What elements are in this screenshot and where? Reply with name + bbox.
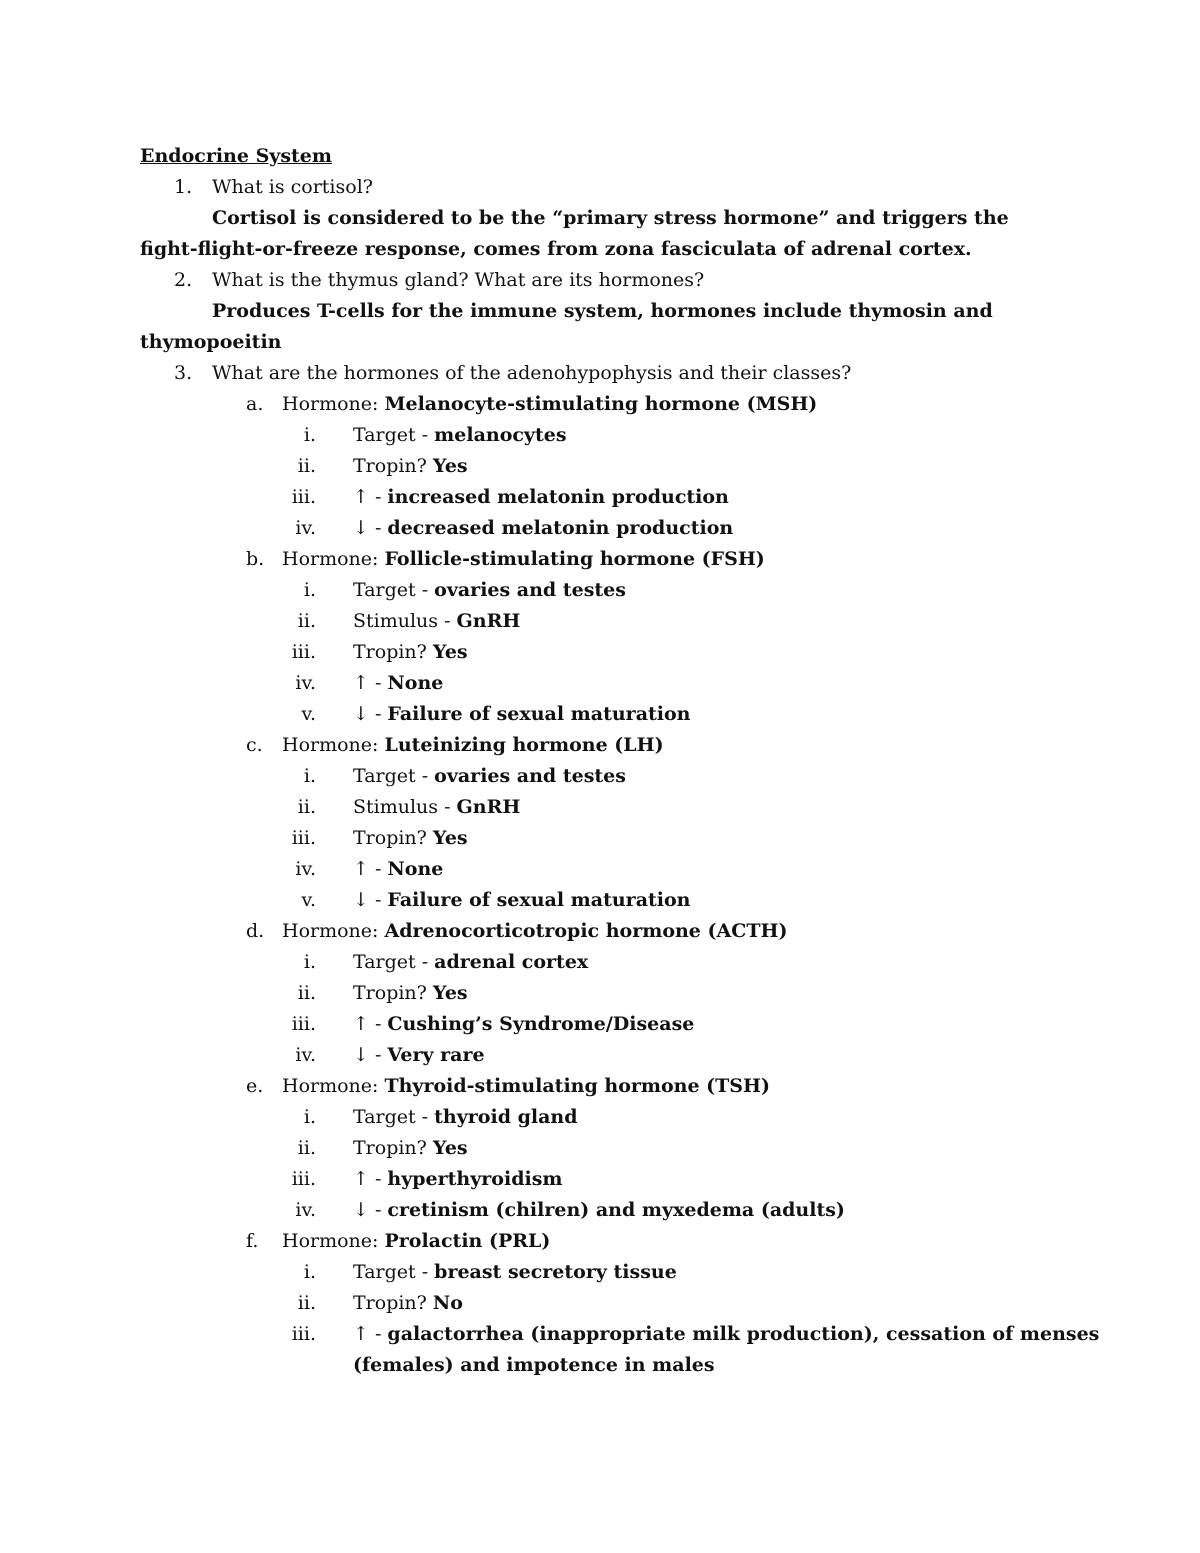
hormone-f-label: f. xyxy=(246,1230,259,1252)
hormone-b-target: Target - ovaries and testes xyxy=(353,579,626,601)
q2-number: 2. xyxy=(174,269,193,291)
hormone-b-stimulus: Stimulus - GnRH xyxy=(353,610,521,632)
q2-answer-line-1: Produces T-cells for the immune system, hormones include thymosin and xyxy=(212,300,993,322)
detail-label: iii. xyxy=(291,1168,316,1190)
detail-label: iv. xyxy=(295,1199,316,1221)
hormone-f-increase: ↑ - galactorrhea (inappropriate milk production), cessation of menses xyxy=(353,1323,1100,1345)
q2-answer-line-2: thymopoeitin xyxy=(140,331,282,353)
detail-label: iii. xyxy=(291,641,316,663)
detail-label: ii. xyxy=(297,1292,316,1314)
detail-label: ii. xyxy=(297,610,316,632)
q3-number: 3. xyxy=(174,362,193,384)
hormone-d-name: Adrenocorticotropic hormone (ACTH) xyxy=(384,920,788,942)
hormone-e-increase: ↑ - hyperthyroidism xyxy=(353,1168,563,1190)
q1-answer-line-1: Cortisol is considered to be the “primary stress hormone” and triggers the xyxy=(212,207,1009,229)
detail-label: ii. xyxy=(297,1137,316,1159)
hormone-b-name: Follicle-stimulating hormone (FSH) xyxy=(384,548,765,570)
hormone-f-tropin: Tropin? No xyxy=(353,1292,463,1314)
hormone-c-name: Luteinizing hormone (LH) xyxy=(384,734,664,756)
hormone-b-label: b. xyxy=(246,548,265,570)
detail-label: v. xyxy=(301,889,316,911)
detail-label: i. xyxy=(303,579,316,601)
hormone-c-decrease: ↓ - Failure of sexual maturation xyxy=(353,889,691,911)
hormone-d-increase: ↑ - Cushing’s Syndrome/Disease xyxy=(353,1013,695,1035)
hormone-e-tropin: Tropin? Yes xyxy=(353,1137,468,1159)
hormone-f-name: Prolactin (PRL) xyxy=(384,1230,551,1252)
detail-label: ii. xyxy=(297,455,316,477)
hormone-c-tropin: Tropin? Yes xyxy=(353,827,468,849)
hormone-b-decrease: ↓ - Failure of sexual maturation xyxy=(353,703,691,725)
hormone-c-target: Target - ovaries and testes xyxy=(353,765,626,787)
hormone-f: Hormone: Prolactin (PRL) xyxy=(282,1230,551,1252)
q1-number: 1. xyxy=(174,176,193,198)
hormone-d-target: Target - adrenal cortex xyxy=(353,951,589,973)
hormone-b-increase: ↑ - None xyxy=(353,672,444,694)
detail-label: i. xyxy=(303,424,316,446)
hormone-c: Hormone: Luteinizing hormone (LH) xyxy=(282,734,664,756)
hormone-a-label: a. xyxy=(246,393,264,415)
hormone-b: Hormone: Follicle-stimulating hormone (FSH) xyxy=(282,548,765,570)
detail-label: i. xyxy=(303,951,316,973)
page-title: Endocrine System xyxy=(140,145,332,167)
detail-label: iv. xyxy=(295,858,316,880)
hormone-c-label: c. xyxy=(246,734,263,756)
hormone-d-label: d. xyxy=(246,920,265,942)
detail-label: iv. xyxy=(295,1044,316,1066)
hormone-e-name: Thyroid-stimulating hormone (TSH) xyxy=(384,1075,770,1097)
hormone-a-increase: ↑ - increased melatonin production xyxy=(353,486,729,508)
hormone-d: Hormone: Adrenocorticotropic hormone (ACTH) xyxy=(282,920,788,942)
hormone-e-label: e. xyxy=(246,1075,264,1097)
hormone-e-target: Target - thyroid gland xyxy=(353,1106,578,1128)
hormone-d-tropin: Tropin? Yes xyxy=(353,982,468,1004)
hormone-c-increase: ↑ - None xyxy=(353,858,444,880)
detail-label: iv. xyxy=(295,517,316,539)
detail-label: v. xyxy=(301,703,316,725)
detail-label: iv. xyxy=(295,672,316,694)
detail-label: ii. xyxy=(297,796,316,818)
q1-question: What is cortisol? xyxy=(212,176,373,198)
detail-label: iii. xyxy=(291,1323,316,1345)
hormone-a-tropin: Tropin? Yes xyxy=(353,455,468,477)
hormone-a: Hormone: Melanocyte-stimulating hormone (MSH) xyxy=(282,393,818,415)
q3-question: What are the hormones of the adenohypophysis and their classes? xyxy=(212,362,852,384)
detail-label: iii. xyxy=(291,1013,316,1035)
hormone-e: Hormone: Thyroid-stimulating hormone (TSH) xyxy=(282,1075,770,1097)
detail-label: i. xyxy=(303,765,316,787)
hormone-e-decrease: ↓ - cretinism (chilren) and myxedema (adults) xyxy=(353,1199,845,1221)
detail-label: i. xyxy=(303,1106,316,1128)
hormone-a-name: Melanocyte-stimulating hormone (MSH) xyxy=(384,393,818,415)
q1-answer-line-2: fight-flight-or-freeze response, comes from zona fasciculata of adrenal cortex. xyxy=(140,238,972,260)
hormone-a-target: Target - melanocytes xyxy=(353,424,567,446)
detail-label: i. xyxy=(303,1261,316,1283)
hormone-f-target: Target - breast secretory tissue xyxy=(353,1261,677,1283)
hormone-d-decrease: ↓ - Very rare xyxy=(353,1044,485,1066)
detail-label: iii. xyxy=(291,486,316,508)
hormone-b-tropin: Tropin? Yes xyxy=(353,641,468,663)
q2-question: What is the thymus gland? What are its hormones? xyxy=(212,269,705,291)
hormone-f-increase-continued: (females) and impotence in males xyxy=(353,1354,715,1376)
detail-label: iii. xyxy=(291,827,316,849)
hormone-a-decrease: ↓ - decreased melatonin production xyxy=(353,517,734,539)
detail-label: ii. xyxy=(297,982,316,1004)
hormone-c-stimulus: Stimulus - GnRH xyxy=(353,796,521,818)
